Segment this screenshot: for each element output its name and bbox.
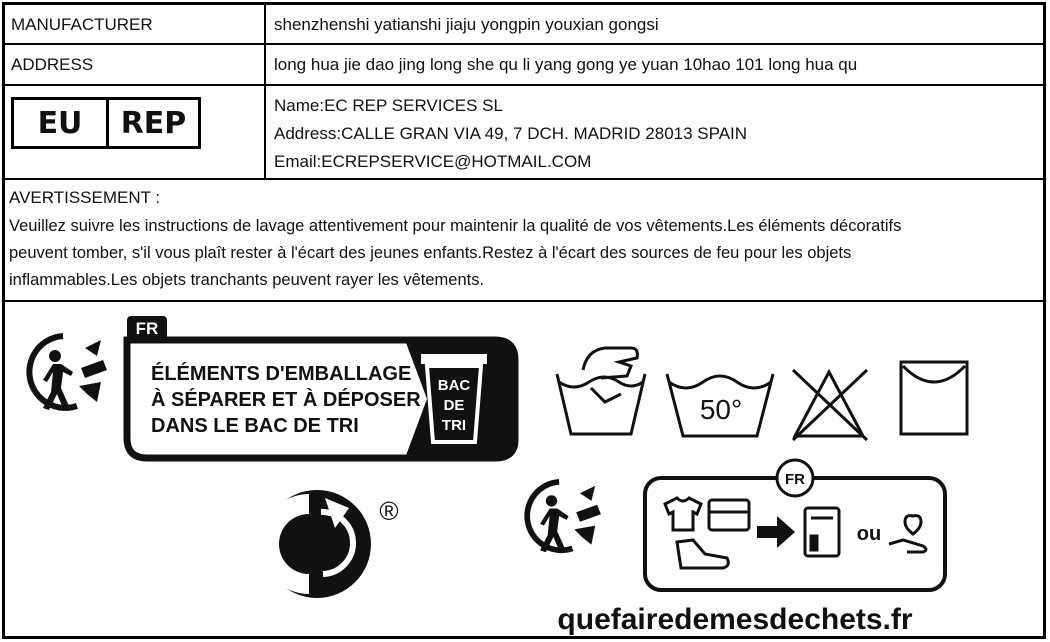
towel-icon xyxy=(709,500,749,530)
website-text: quefairedemesdechets.fr xyxy=(557,603,913,636)
eu-rep-email: Email:ECREPSERVICE@HOTMAIL.COM xyxy=(274,152,592,171)
eu-rep-address: Address:CALLE GRAN VIA 49, 7 DCH. MADRID 28013 SPAIN xyxy=(274,124,748,143)
hand-wash-icon xyxy=(557,348,645,434)
no-bleach-icon xyxy=(793,370,867,440)
manufacturer-value-cell xyxy=(266,5,1043,43)
registered-mark: ® xyxy=(379,496,399,526)
manufacturer-label: MANUFACTURER xyxy=(11,15,153,34)
bin-label-1: BAC xyxy=(437,377,471,394)
eu-rep-badge xyxy=(11,97,201,149)
triman-info-icon xyxy=(527,482,601,552)
info-ou-label: ou xyxy=(856,523,882,545)
info-tri-box xyxy=(645,460,945,590)
symbols-area xyxy=(5,302,1043,636)
symbols-svg xyxy=(5,302,1043,636)
product-label-sheet xyxy=(2,2,1046,639)
shoe-icon xyxy=(677,540,728,568)
eu-rep-name: Name:EC REP SERVICES SL xyxy=(274,96,503,115)
manufacturer-value: shenzhenshi yatianshi jiaju yongpin youxian gongsi xyxy=(274,15,659,34)
triman-line-3: DANS LE BAC DE TRI xyxy=(151,415,359,437)
address-row xyxy=(5,45,1043,86)
eu-rep-details-cell xyxy=(266,86,1043,178)
eu-rep-badge-rep: REP xyxy=(120,105,187,141)
wash-50-icon xyxy=(667,374,773,436)
address-value: long hua jie dao jing long she qu li yang gong ye yuan 10hao 101 long hua qu xyxy=(274,55,858,74)
warning-line-1: Veuillez suivre les instructions de lavage attentivement pour maintenir la qualité de vos vêtements.Les éléments décoratifs xyxy=(9,217,902,235)
manufacturer-label-cell xyxy=(5,5,266,43)
tshirt-icon xyxy=(665,498,701,530)
green-dot-icon xyxy=(259,490,371,598)
triman-line-2: À SÉPARER ET À DÉPOSER xyxy=(151,389,421,411)
eu-rep-badge-eu: EU xyxy=(14,100,109,146)
warning-line-3: inflammables.Les objets tranchants peuvent rayer les vêtements. xyxy=(9,271,485,289)
donate-hand-heart-icon xyxy=(889,516,926,552)
triman-text-block xyxy=(127,316,515,458)
wash-temperature: 50° xyxy=(699,394,743,425)
bin-label-2: DE xyxy=(443,397,465,414)
eu-rep-row xyxy=(5,86,1043,180)
manufacturer-row xyxy=(5,5,1043,45)
address-label: ADDRESS xyxy=(11,55,94,74)
sorting-bin-icon xyxy=(421,354,487,442)
warning-text xyxy=(9,213,1039,294)
bin-label-3: TRI xyxy=(441,417,467,434)
triman-fr-tag: FR xyxy=(135,319,159,338)
address-value-cell xyxy=(266,45,1043,84)
warning-line-2: peuvent tomber, s'il vous plaît rester à l'écart des jeunes enfants.Restez à l'écart des sources de feu pour les objets xyxy=(9,244,852,262)
address-label-cell xyxy=(5,45,266,84)
warning-row xyxy=(5,180,1043,302)
eu-rep-badge-cell xyxy=(5,86,266,178)
arrow-right-icon xyxy=(757,516,795,548)
triman-line-1: ÉLÉMENTS D'EMBALLAGE xyxy=(151,363,412,385)
collection-box-icon xyxy=(805,508,839,556)
warning-title: AVERTISSEMENT : xyxy=(9,188,161,207)
info-fr-tag: FR xyxy=(785,471,805,488)
line-dry-icon xyxy=(901,362,967,434)
triman-icon xyxy=(29,336,107,410)
